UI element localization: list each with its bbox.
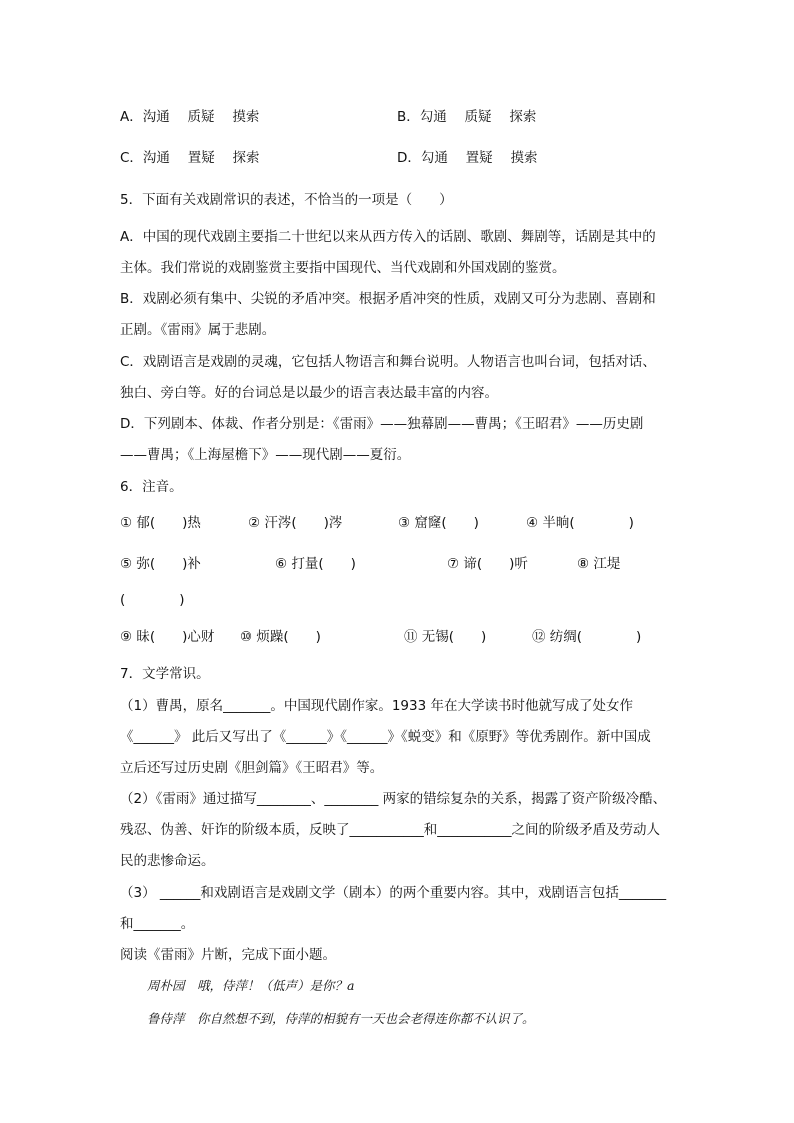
q6-item-9: ⑨ 昧( )心财 bbox=[120, 629, 215, 645]
q5-option-a-line2: 主体。我们常说的戏剧鉴赏主要指中国现代、当代戏剧和外国戏剧的鉴赏。 bbox=[120, 260, 566, 276]
q4-option-c: C．沟通 置疑 探索 bbox=[120, 150, 260, 166]
q6-item-7: ⑦ 谛( )听 bbox=[447, 556, 528, 572]
q5-option-d-line1: D．下列剧本、体裁、作者分别是：《雷雨》——独幕剧——曹禺；《王昭君》——历史剧 bbox=[120, 416, 644, 432]
q6-item-12: ⑫ 纺绸( ) bbox=[532, 629, 642, 645]
reading-intro: 阅读《雷雨》片断，完成下面小题。 bbox=[120, 947, 336, 963]
q6-item-10: ⑩ 烦躁( ) bbox=[240, 629, 321, 645]
q4-option-b: B．勾通 质疑 探索 bbox=[397, 109, 537, 125]
q6-item-1: ① 郁( )热 bbox=[120, 515, 201, 531]
q6-stem: 6．注音。 bbox=[120, 479, 183, 495]
q6-item-5: ⑤ 弥( )补 bbox=[120, 556, 201, 572]
q7-part2-line1: （2）《雷雨》通过描写________、________ 两家的错综复杂的关系，揭露了资产阶级冷酷、 bbox=[120, 791, 667, 807]
q7-stem: 7．文学常识。 bbox=[120, 666, 210, 682]
script-line-zhou-puyuan: 周朴园 哦，侍萍！（低声）是你？a bbox=[147, 978, 355, 993]
q5-option-d-line2: ——曹禺；《上海屋檐下》——现代剧——夏衍。 bbox=[120, 447, 411, 463]
q6-item-6: ⑥ 打量( ) bbox=[275, 556, 356, 572]
q5-option-a-line1: A．中国的现代戏剧主要指二十世纪以来从西方传入的话剧、歌剧、舞剧等，话剧是其中的 bbox=[120, 229, 656, 245]
q7-part1-line3: 立后还写过历史剧《胆剑篇》《王昭君》等。 bbox=[120, 760, 384, 776]
q6-item-8-blank: ( ) bbox=[120, 592, 185, 608]
q7-part3-line2: 和_______。 bbox=[120, 916, 195, 932]
q6-item-8: ⑧ 江堤 bbox=[577, 556, 621, 572]
q6-item-4: ④ 半晌( ) bbox=[526, 515, 634, 531]
script-line-lu-shiping: 鲁侍萍 你自然想不到，侍萍的相貌有一天也会老得连你都不认识了。 bbox=[147, 1011, 535, 1026]
q7-part2-line2: 残忍、伪善、奸诈的阶级本质，反映了___________和___________之间的阶级矛盾及劳动人 bbox=[120, 822, 660, 838]
q6-item-3: ③ 窟窿( ) bbox=[398, 515, 479, 531]
q5-option-c-line2: 独白、旁白等。好的台词总是以最少的语言表达最丰富的内容。 bbox=[120, 385, 498, 401]
q5-stem: 5．下面有关戏剧常识的表述，不恰当的一项是（ ） bbox=[120, 192, 453, 208]
q6-item-2: ② 汗涔( )涔 bbox=[248, 515, 343, 531]
q4-option-d: D．勾通 置疑 摸索 bbox=[397, 150, 538, 166]
q7-part1-line2: 《______》 此后又写出了《______》《______》《蜕变》和《原野》等优秀剧作。新中国成 bbox=[120, 729, 651, 745]
q6-item-11: ⑪ 无锡( ) bbox=[404, 629, 487, 645]
q5-option-b-line2: 正剧。《雷雨》属于悲剧。 bbox=[120, 322, 276, 338]
q5-option-b-line1: B．戏剧必须有集中、尖锐的矛盾冲突。根据矛盾冲突的性质，戏剧又可分为悲剧、喜剧和 bbox=[120, 291, 656, 307]
q7-part2-line3: 民的悲惨命运。 bbox=[120, 853, 215, 869]
q5-option-c-line1: C．戏剧语言是戏剧的灵魂，它包括人物语言和舞台说明。人物语言也叫台词，包括对话、 bbox=[120, 354, 656, 370]
q7-part3-line1: （3） ______和戏剧语言是戏剧文学（剧本）的两个重要内容。其中，戏剧语言包括_______ bbox=[120, 885, 667, 901]
q4-option-a: A．沟通 质疑 摸索 bbox=[120, 109, 260, 125]
q7-part1-line1: （1）曹禺，原名_______。中国现代剧作家。1933 年在大学读书时他就写成了处女作 bbox=[120, 698, 633, 714]
